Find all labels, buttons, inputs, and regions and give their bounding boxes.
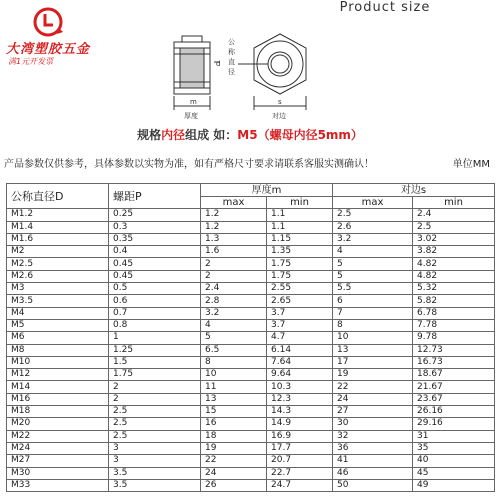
pitch-cell: 1.25 bbox=[109, 344, 201, 356]
pitch-cell: 1.75 bbox=[109, 369, 201, 381]
thickness-max-cell: 6.5 bbox=[201, 344, 267, 356]
spec-highlight: 内径 bbox=[161, 128, 186, 142]
header-thickness-max: max bbox=[201, 197, 267, 209]
thickness-max-cell: 16 bbox=[201, 418, 267, 430]
thickness-min-cell: 12.3 bbox=[267, 393, 333, 405]
nominal-diameter-cell: M4 bbox=[7, 307, 109, 319]
across-max-cell: 10 bbox=[333, 332, 413, 344]
pitch-cell: 0.45 bbox=[109, 270, 201, 282]
thickness-min-cell: 1.35 bbox=[267, 246, 333, 258]
across-min-cell: 7.78 bbox=[413, 319, 495, 331]
brand-watermark bbox=[6, 6, 136, 66]
label-d: d bbox=[216, 60, 221, 68]
thickness-max-cell: 15 bbox=[201, 406, 267, 418]
thickness-min-cell: 3.7 bbox=[267, 319, 333, 331]
thickness-max-cell: 2 bbox=[201, 270, 267, 282]
label-s: s bbox=[278, 98, 282, 106]
across-max-cell: 5 bbox=[333, 270, 413, 282]
across-min-cell: 4.82 bbox=[413, 270, 495, 282]
across-max-cell: 2.6 bbox=[333, 221, 413, 233]
table-row bbox=[7, 344, 495, 356]
nominal-diameter-cell: M1.2 bbox=[7, 209, 109, 221]
table-row bbox=[7, 332, 495, 344]
size-table-body bbox=[7, 209, 495, 492]
thickness-min-cell: 14.9 bbox=[267, 418, 333, 430]
across-max-cell: 50 bbox=[333, 479, 413, 491]
table-row bbox=[7, 233, 495, 245]
nominal-diameter-cell: M3 bbox=[7, 283, 109, 295]
pitch-cell: 3.5 bbox=[109, 479, 201, 491]
pitch-cell: 0.3 bbox=[109, 221, 201, 233]
across-min-cell: 29.16 bbox=[413, 418, 495, 430]
thickness-max-cell: 5 bbox=[201, 332, 267, 344]
across-min-cell: 40 bbox=[413, 455, 495, 467]
across-max-cell: 7 bbox=[333, 307, 413, 319]
table-row bbox=[7, 283, 495, 295]
across-max-cell: 3.2 bbox=[333, 233, 413, 245]
label-thickness: 厚度 bbox=[184, 112, 198, 120]
pitch-cell: 2.5 bbox=[109, 406, 201, 418]
thickness-min-cell: 16.9 bbox=[267, 430, 333, 442]
unit-label: 单位MM bbox=[452, 159, 490, 170]
thickness-max-cell: 1.2 bbox=[201, 209, 267, 221]
table-row bbox=[7, 455, 495, 467]
across-min-cell: 49 bbox=[413, 479, 495, 491]
pitch-cell: 1 bbox=[109, 332, 201, 344]
thickness-min-cell: 2.55 bbox=[267, 283, 333, 295]
across-max-cell: 32 bbox=[333, 430, 413, 442]
thickness-min-cell: 24.7 bbox=[267, 479, 333, 491]
thickness-min-cell: 6.14 bbox=[267, 344, 333, 356]
thickness-max-cell: 4 bbox=[201, 319, 267, 331]
across-max-cell: 19 bbox=[333, 369, 413, 381]
thickness-min-cell: 20.7 bbox=[267, 455, 333, 467]
nominal-diameter-cell: M22 bbox=[7, 430, 109, 442]
thickness-min-cell: 1.1 bbox=[267, 221, 333, 233]
thickness-max-cell: 22 bbox=[201, 455, 267, 467]
table-row bbox=[7, 270, 495, 282]
label-across: 对边 bbox=[272, 112, 286, 120]
pitch-cell: 3 bbox=[109, 442, 201, 454]
table-row bbox=[7, 295, 495, 307]
across-min-cell: 45 bbox=[413, 467, 495, 479]
label-m: m bbox=[190, 98, 197, 106]
pitch-cell: 0.25 bbox=[109, 209, 201, 221]
thickness-max-cell: 3.2 bbox=[201, 307, 267, 319]
thickness-max-cell: 1.3 bbox=[201, 233, 267, 245]
thickness-min-cell: 1.75 bbox=[267, 258, 333, 270]
pitch-cell: 0.8 bbox=[109, 319, 201, 331]
thickness-min-cell: 2.65 bbox=[267, 295, 333, 307]
nominal-diameter-cell: M24 bbox=[7, 442, 109, 454]
across-min-cell: 23.67 bbox=[413, 393, 495, 405]
nominal-diameter-cell: M2 bbox=[7, 246, 109, 258]
across-max-cell: 5 bbox=[333, 258, 413, 270]
across-min-cell: 3.82 bbox=[413, 246, 495, 258]
header-thickness: 厚度m bbox=[201, 184, 333, 197]
across-min-cell: 16.73 bbox=[413, 356, 495, 368]
across-max-cell: 30 bbox=[333, 418, 413, 430]
header-across-flats: 对边s bbox=[333, 184, 495, 197]
across-min-cell: 4.82 bbox=[413, 258, 495, 270]
across-min-cell: 31 bbox=[413, 430, 495, 442]
brand-subtitle: 满1元开发票 bbox=[8, 57, 54, 66]
thickness-max-cell: 2.4 bbox=[201, 283, 267, 295]
thickness-max-cell: 1.6 bbox=[201, 246, 267, 258]
nominal-diameter-cell: M14 bbox=[7, 381, 109, 393]
table-row bbox=[7, 221, 495, 233]
nominal-diameter-cell: M2.5 bbox=[7, 258, 109, 270]
across-max-cell: 8 bbox=[333, 319, 413, 331]
thickness-max-cell: 19 bbox=[201, 442, 267, 454]
across-min-cell: 6.78 bbox=[413, 307, 495, 319]
pitch-cell: 0.45 bbox=[109, 258, 201, 270]
nominal-diameter-cell: M30 bbox=[7, 467, 109, 479]
across-min-cell: 35 bbox=[413, 442, 495, 454]
thickness-min-cell: 14.3 bbox=[267, 406, 333, 418]
table-row bbox=[7, 479, 495, 491]
table-row bbox=[7, 356, 495, 368]
across-max-cell: 13 bbox=[333, 344, 413, 356]
thickness-max-cell: 2.8 bbox=[201, 295, 267, 307]
thickness-max-cell: 18 bbox=[201, 430, 267, 442]
across-max-cell: 22 bbox=[333, 381, 413, 393]
table-row bbox=[7, 381, 495, 393]
nominal-diameter-cell: M1.4 bbox=[7, 221, 109, 233]
table-row bbox=[7, 307, 495, 319]
thickness-min-cell: 17.7 bbox=[267, 442, 333, 454]
nominal-diameter-cell: M3.5 bbox=[7, 295, 109, 307]
thickness-min-cell: 1.1 bbox=[267, 209, 333, 221]
pitch-cell: 2.5 bbox=[109, 430, 201, 442]
table-row bbox=[7, 406, 495, 418]
nominal-diameter-cell: M33 bbox=[7, 479, 109, 491]
header-across-max: max bbox=[333, 197, 413, 209]
thickness-max-cell: 2 bbox=[201, 258, 267, 270]
nominal-diameter-cell: M1.6 bbox=[7, 233, 109, 245]
thickness-min-cell: 4.7 bbox=[267, 332, 333, 344]
header-nominal-diameter: 公称直径D bbox=[7, 184, 109, 209]
thickness-max-cell: 13 bbox=[201, 393, 267, 405]
spec-prefix: 规格 bbox=[137, 128, 162, 142]
nut-side-view bbox=[174, 36, 220, 110]
table-row bbox=[7, 467, 495, 479]
table-row bbox=[7, 430, 495, 442]
thickness-min-cell: 10.3 bbox=[267, 381, 333, 393]
label-nominal-3: 直 bbox=[228, 58, 235, 66]
pitch-cell: 2.5 bbox=[109, 418, 201, 430]
nominal-diameter-cell: M16 bbox=[7, 393, 109, 405]
nominal-diameter-cell: M12 bbox=[7, 369, 109, 381]
thickness-max-cell: 8 bbox=[201, 356, 267, 368]
pitch-cell: 0.6 bbox=[109, 295, 201, 307]
nominal-diameter-cell: M27 bbox=[7, 455, 109, 467]
table-row bbox=[7, 258, 495, 270]
nut-top-view bbox=[238, 34, 306, 110]
nominal-diameter-cell: M2.6 bbox=[7, 270, 109, 282]
pitch-cell: 2 bbox=[109, 393, 201, 405]
table-row bbox=[7, 442, 495, 454]
page-title: Product size bbox=[339, 0, 431, 15]
table-row bbox=[7, 418, 495, 430]
nominal-diameter-cell: M8 bbox=[7, 344, 109, 356]
pitch-cell: 2 bbox=[109, 381, 201, 393]
across-max-cell: 17 bbox=[333, 356, 413, 368]
across-max-cell: 4 bbox=[333, 246, 413, 258]
table-row bbox=[7, 369, 495, 381]
table-row bbox=[7, 393, 495, 405]
spec-example-value: M5（螺母内径5mm） bbox=[237, 128, 363, 142]
thickness-max-cell: 1.2 bbox=[201, 221, 267, 233]
across-max-cell: 5.5 bbox=[333, 283, 413, 295]
table-row bbox=[7, 319, 495, 331]
pitch-cell: 0.4 bbox=[109, 246, 201, 258]
across-min-cell: 2.5 bbox=[413, 221, 495, 233]
spec-middle: 组成 如： bbox=[185, 128, 238, 142]
hex-nut-drawing bbox=[170, 28, 345, 123]
size-table bbox=[6, 183, 495, 492]
thickness-min-cell: 9.64 bbox=[267, 369, 333, 381]
pitch-cell: 0.7 bbox=[109, 307, 201, 319]
nominal-diameter-cell: M18 bbox=[7, 406, 109, 418]
header-thickness-min: min bbox=[267, 197, 333, 209]
table-row bbox=[7, 246, 495, 258]
thickness-min-cell: 3.7 bbox=[267, 307, 333, 319]
across-min-cell: 2.4 bbox=[413, 209, 495, 221]
header-across-min: min bbox=[413, 197, 495, 209]
across-min-cell: 26.16 bbox=[413, 406, 495, 418]
thickness-min-cell: 7.64 bbox=[267, 356, 333, 368]
across-min-cell: 5.82 bbox=[413, 295, 495, 307]
thickness-max-cell: 11 bbox=[201, 381, 267, 393]
across-min-cell: 21.67 bbox=[413, 381, 495, 393]
across-max-cell: 46 bbox=[333, 467, 413, 479]
nominal-diameter-cell: M20 bbox=[7, 418, 109, 430]
nominal-diameter-cell: M6 bbox=[7, 332, 109, 344]
thickness-min-cell: 1.75 bbox=[267, 270, 333, 282]
spec-example bbox=[0, 126, 500, 143]
across-max-cell: 27 bbox=[333, 406, 413, 418]
disclaimer-note bbox=[4, 155, 496, 170]
across-max-cell: 2.5 bbox=[333, 209, 413, 221]
nominal-diameter-cell: M10 bbox=[7, 356, 109, 368]
across-min-cell: 12.73 bbox=[413, 344, 495, 356]
label-nominal-4: 径 bbox=[228, 68, 235, 76]
thickness-min-cell: 22.7 bbox=[267, 467, 333, 479]
nominal-diameter-cell: M5 bbox=[7, 319, 109, 331]
pitch-cell: 3 bbox=[109, 455, 201, 467]
across-min-cell: 18.67 bbox=[413, 369, 495, 381]
label-nominal-2: 称 bbox=[228, 48, 235, 56]
thickness-max-cell: 26 bbox=[201, 479, 267, 491]
brand-name: 大湾塑胶五金 bbox=[6, 42, 91, 57]
across-min-cell: 5.32 bbox=[413, 283, 495, 295]
across-max-cell: 6 bbox=[333, 295, 413, 307]
table-row bbox=[7, 209, 495, 221]
across-min-cell: 3.02 bbox=[413, 233, 495, 245]
thickness-min-cell: 1.15 bbox=[267, 233, 333, 245]
across-min-cell: 9.78 bbox=[413, 332, 495, 344]
pitch-cell: 0.35 bbox=[109, 233, 201, 245]
pitch-cell: 1.5 bbox=[109, 356, 201, 368]
across-max-cell: 41 bbox=[333, 455, 413, 467]
thickness-max-cell: 24 bbox=[201, 467, 267, 479]
across-max-cell: 24 bbox=[333, 393, 413, 405]
pitch-cell: 3.5 bbox=[109, 467, 201, 479]
header-pitch: 螺距P bbox=[109, 184, 201, 209]
thickness-max-cell: 10 bbox=[201, 369, 267, 381]
disclaimer-text: 产品参数仅供参考，具体参数以实物为准，如有严格尺寸要求请联系客服实测确认！ bbox=[4, 159, 374, 170]
across-max-cell: 36 bbox=[333, 442, 413, 454]
label-nominal-1: 公 bbox=[228, 38, 235, 46]
pitch-cell: 0.5 bbox=[109, 283, 201, 295]
clock-logo-icon bbox=[32, 6, 64, 38]
